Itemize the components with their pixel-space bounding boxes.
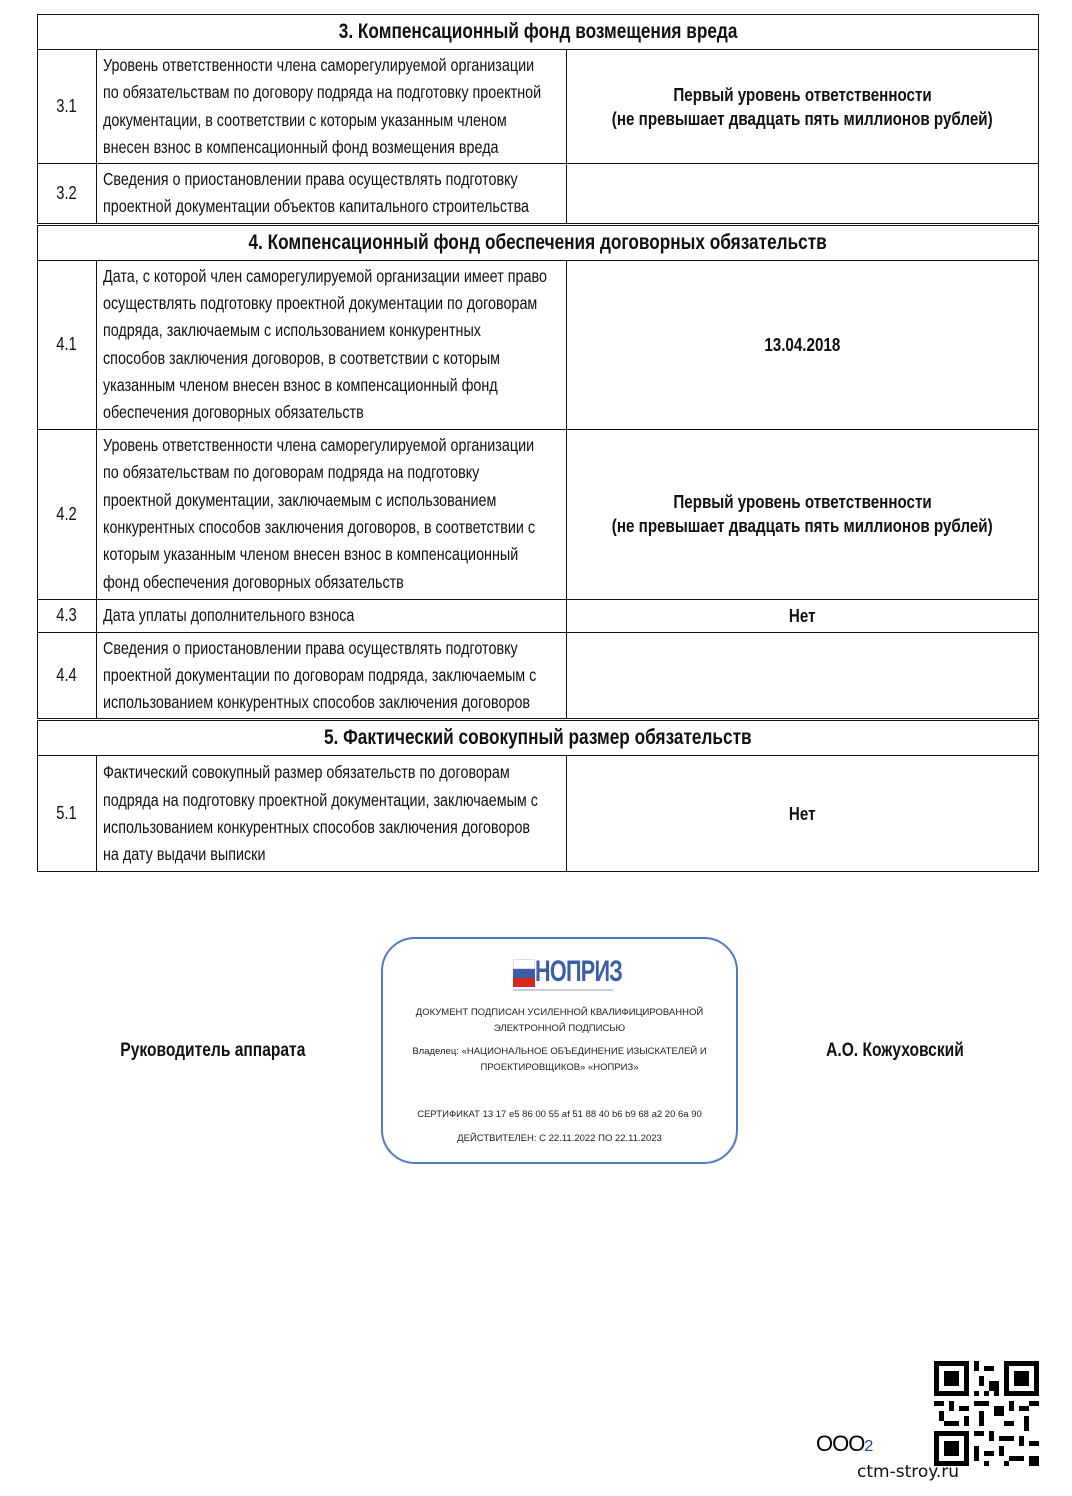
electronic-signature-stamp <box>381 937 738 1164</box>
logo-text: НОПРИЗ <box>535 955 623 988</box>
table-row <box>38 632 1039 720</box>
logo-subtitle-line <box>513 989 613 991</box>
signatory-position-text: Руководитель аппарата <box>120 1040 306 1061</box>
row-description <box>97 756 567 872</box>
section-5-header <box>38 720 1039 756</box>
section-3-header <box>38 15 1039 50</box>
row-number-text: 4.2 <box>56 503 78 524</box>
stamp-line-1: ДОКУМЕНТ ПОДПИСАН УСИЛЕННОЙ КВАЛИФИЦИРОВАННОЙ <box>415 1007 704 1018</box>
stamp-owner-1: Владелец: «НАЦИОНАЛЬНОЕ ОБЪЕДИНЕНИЕ ИЗЫСКАТЕЛЕЙ И <box>412 1046 707 1057</box>
value-line: (не превышает двадцать пять миллионов рублей) <box>612 515 993 537</box>
desc-line: проектной документации объектов капитального строительства <box>103 196 530 217</box>
desc-line: которым указанным членом внесен взнос в компенсационный <box>103 544 519 565</box>
row-value <box>567 599 1039 632</box>
table-row <box>38 164 1039 225</box>
row-number <box>38 164 97 225</box>
watermark-ooo <box>816 1431 872 1457</box>
desc-line: по обязательствам по договору подряда на подготовку проектной <box>103 82 542 103</box>
desc-line: указанным членом внесен взнос в компенсационный фонд <box>103 374 498 395</box>
table-row <box>38 756 1039 872</box>
desc-line: Фактический совокупный размер обязательств по договорам <box>103 762 510 783</box>
row-description <box>97 632 567 720</box>
desc-line: внесен взнос в компенсационный фонд возмещения вреда <box>103 136 499 157</box>
desc-line: документации, в соответствии с которым указанным членом <box>103 109 507 130</box>
watermark-ooo-text: ООО <box>816 1431 865 1456</box>
row-value <box>567 50 1039 164</box>
value-line: (не превышает двадцать пять миллионов рублей) <box>612 107 993 129</box>
row-value <box>567 260 1039 429</box>
value-line: 13.04.2018 <box>764 333 841 355</box>
value-line: Нет <box>789 802 816 824</box>
row-description <box>97 429 567 599</box>
desc-line: использованием конкурентных способов заключения договоров <box>103 692 531 713</box>
section-4-header <box>38 224 1039 260</box>
row-number-text: 4.3 <box>56 605 78 626</box>
desc-line: Дата уплаты дополнительного взноса <box>103 604 355 625</box>
russian-flag-icon <box>513 959 535 986</box>
desc-line: проектной документации, заключаемым с использованием <box>103 489 497 510</box>
row-description <box>97 599 567 632</box>
desc-line: Дата, с которой член саморегулируемой организации имеет право <box>103 265 547 286</box>
desc-line: осуществлять подготовку проектной документации по договорам <box>103 293 538 314</box>
section-title: 4. Компенсационный фонд обеспечения договорных обязательств <box>248 230 828 254</box>
desc-line: Сведения о приостановлении права осуществлять подготовку <box>103 169 518 190</box>
desc-line: проектной документации по договорам подряда, заключаемым с <box>103 664 537 685</box>
table-row <box>38 50 1039 164</box>
row-number <box>38 50 97 164</box>
desc-line: обеспечения договорных обязательств <box>103 402 364 423</box>
stamp-certificate: СЕРТИФИКАТ 13 17 e5 86 00 55 af 51 88 40 b6 b9 68 a2 20 6a 90 <box>417 1109 702 1120</box>
watermark-two: 2 <box>864 1438 873 1455</box>
table-row <box>38 260 1039 429</box>
section-title: 3. Компенсационный фонд возмещения вреда <box>338 20 738 43</box>
desc-line: Сведения о приостановлении права осуществлять подготовку <box>103 637 518 658</box>
value-line: Первый уровень ответственности <box>673 83 932 105</box>
table-row <box>38 599 1039 632</box>
desc-line: способов заключения договоров, в соответствии с которым <box>103 347 501 368</box>
row-number <box>38 429 97 599</box>
desc-line: использованием конкурентных способов заключения договоров <box>103 816 531 837</box>
row-number-text: 4.1 <box>56 334 78 355</box>
registry-extract-table <box>37 14 1039 872</box>
row-number <box>38 260 97 429</box>
nopriz-logo <box>513 955 623 993</box>
qr-code-icon[interactable] <box>934 1361 1039 1466</box>
desc-line: подряда на подготовку проектной документации, заключаемым с <box>103 789 538 810</box>
row-value-empty <box>567 164 1039 225</box>
table-row <box>38 429 1039 599</box>
row-value <box>567 756 1039 872</box>
signatory-name-text: А.О. Кожуховский <box>826 1040 964 1061</box>
watermark-site[interactable]: ctm-stroy.ru <box>857 1462 960 1482</box>
value-line: Нет <box>789 604 816 626</box>
row-value <box>567 429 1039 599</box>
row-number-text: 3.2 <box>56 182 78 203</box>
row-number <box>38 756 97 872</box>
desc-line: подряда, заключаемым с использованием конкурентных <box>103 320 481 341</box>
row-description <box>97 260 567 429</box>
row-number-text: 3.1 <box>56 96 78 117</box>
desc-line: фонд обеспечения договорных обязательств <box>103 571 404 592</box>
desc-line: по обязательствам по договорам подряда на подготовку <box>103 462 480 483</box>
value-line: Первый уровень ответственности <box>673 491 932 513</box>
row-value-empty <box>567 632 1039 720</box>
stamp-line-2: ЭЛЕКТРОННОЙ ПОДПИСЬЮ <box>493 1023 626 1034</box>
row-number-text: 4.4 <box>56 665 78 685</box>
desc-line: Уровень ответственности члена саморегулируемой организации <box>103 435 535 456</box>
row-description <box>97 164 567 225</box>
desc-line: на дату выдачи выписки <box>103 844 266 865</box>
signatory-position <box>100 1040 310 1062</box>
desc-line: конкурентных способов заключения договоров, в соответствии с <box>103 517 536 538</box>
stamp-validity: ДЕЙСТВИТЕЛЕН: С 22.11.2022 ПО 22.11.2023 <box>457 1133 662 1144</box>
row-number-text: 5.1 <box>56 803 78 824</box>
row-number <box>38 599 97 632</box>
stamp-owner-2: ПРОЕКТИРОВЩИКОВ» «НОПРИЗ» <box>480 1062 639 1073</box>
signatory-name <box>790 1040 1000 1062</box>
row-description <box>97 50 567 164</box>
desc-line: Уровень ответственности члена саморегулируемой организации <box>103 55 535 75</box>
row-number <box>38 632 97 720</box>
section-title: 5. Фактический совокупный размер обязательств <box>324 726 752 750</box>
